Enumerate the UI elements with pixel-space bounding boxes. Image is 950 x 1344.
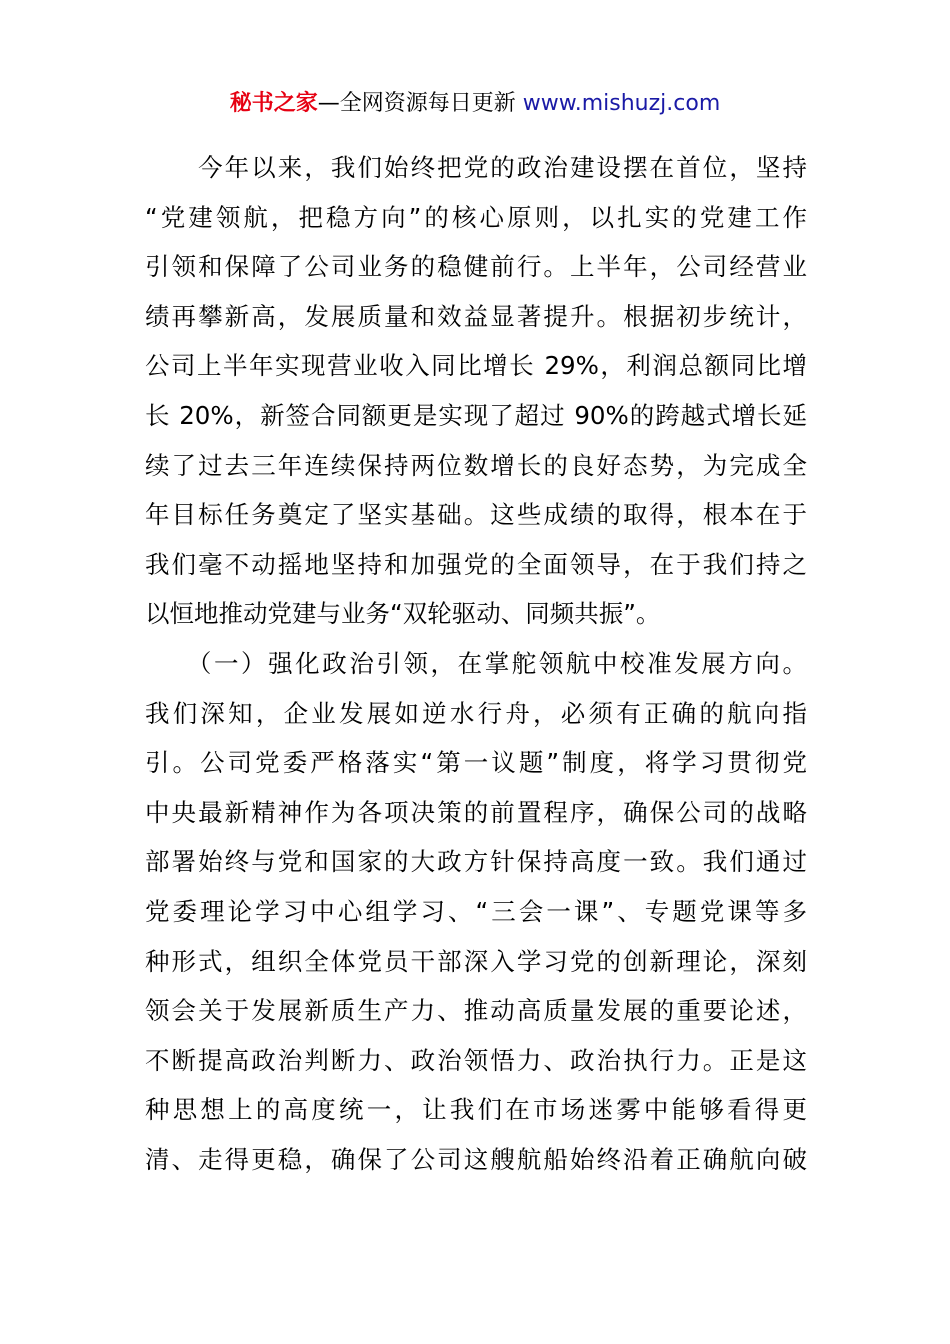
document-body <box>145 143 807 1184</box>
text-line: 不断提高政治判断力、政治领悟力、政治执行力。正是这 <box>145 1045 807 1075</box>
text-line: （一）强化政治引领，在掌舵领航中校准发展方向。 <box>145 648 807 678</box>
text-line: 以恒地推动党建与业务“双轮驱动、同频共振”。 <box>145 599 661 629</box>
text-line: 党委理论学习中心组学习、“三会一课”、专题党课等多 <box>145 896 807 926</box>
text-line: 种思想上的高度统一，让我们在市场迷雾中能够看得更 <box>145 1095 807 1125</box>
header-tagline: —全网资源每日更新 <box>317 91 516 116</box>
text-line: 续了过去三年连续保持两位数增长的良好态势，为完成全 <box>145 450 807 480</box>
text-line: 我们毫不动摇地坚持和加强党的全面领导，在于我们持之 <box>145 549 807 579</box>
site-url-link[interactable]: www.mishuzj.com <box>522 91 721 116</box>
text-line: 年目标任务奠定了坚实基础。这些成绩的取得，根本在于 <box>145 500 807 530</box>
text-line: 种形式，组织全体党员干部深入学习党的创新理论，深刻 <box>145 946 807 976</box>
text-line: 中央最新精神作为各项决策的前置程序，确保公司的战略 <box>145 797 807 827</box>
text-line: 引。公司党委严格落实“第一议题”制度，将学习贯彻党 <box>145 748 807 778</box>
page-header <box>0 86 950 122</box>
text-line: “党建领航，把稳方向”的核心原则，以扎实的党建工作 <box>145 202 807 232</box>
text-line: 领会关于发展新质生产力、推动高质量发展的重要论述， <box>145 996 807 1026</box>
text-line: 公司上半年实现营业收入同比增长 29%，利润总额同比增 <box>145 351 807 381</box>
text-line: 长 20%，新签合同额更是实现了超过 90%的跨越式增长延 <box>145 400 807 430</box>
text-line: 我们深知，企业发展如逆水行舟，必须有正确的航向指 <box>145 698 807 728</box>
text-line: 部署始终与党和国家的大政方针保持高度一致。我们通过 <box>145 847 807 877</box>
text-line: 引领和保障了公司业务的稳健前行。上半年，公司经营业 <box>145 252 807 282</box>
text-line: 清、走得更稳，确保了公司这艘航船始终沿着正确航向破 <box>145 1144 807 1174</box>
text-line: 今年以来，我们始终把党的政治建设摆在首位，坚持 <box>145 153 807 182</box>
text-line: 绩再攀新高，发展质量和效益显著提升。根据初步统计， <box>145 301 807 331</box>
brand-name: 秘书之家 <box>229 91 318 116</box>
